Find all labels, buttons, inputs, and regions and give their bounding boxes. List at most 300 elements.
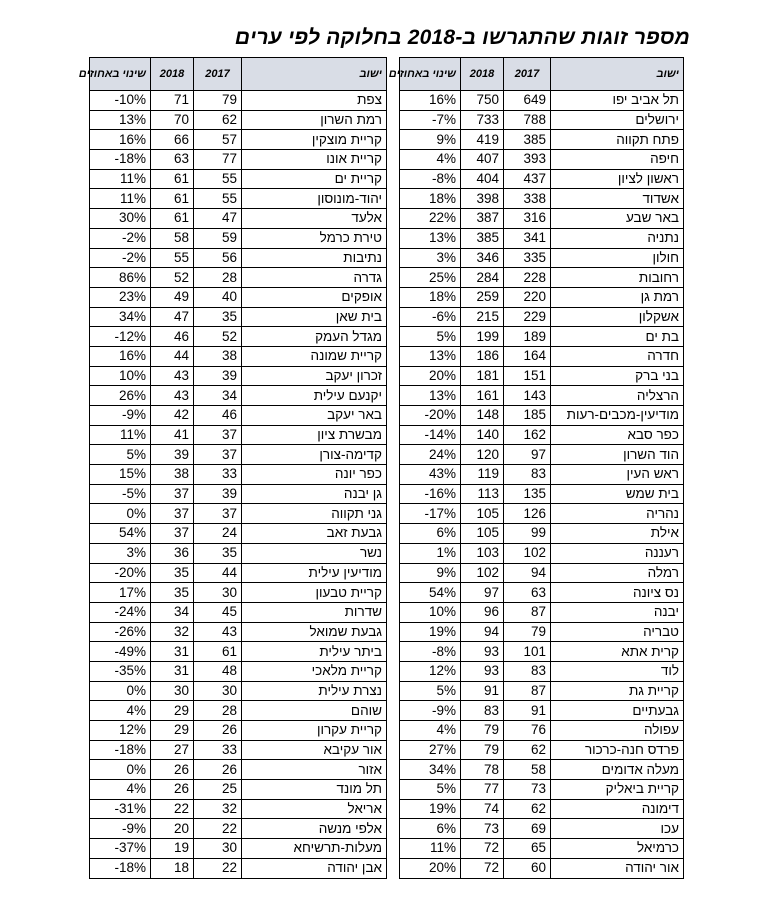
table-row (400, 425, 684, 445)
cell-city: יהוד-מונוסון (242, 189, 387, 209)
cell-change: -12% (90, 327, 151, 347)
cell-change: 16% (90, 346, 151, 366)
cell-2018: 93 (461, 642, 504, 662)
cell-2017: 102 (504, 543, 551, 563)
cell-change: 11% (90, 425, 151, 445)
cell-change: -8% (400, 169, 461, 189)
cell-2017: 44 (194, 563, 242, 583)
cell-city: קדימה-צורן (242, 445, 387, 465)
cell-2018: 199 (461, 327, 504, 347)
cell-change: 17% (90, 583, 151, 603)
cell-city: עכו (551, 819, 684, 839)
cell-2017: 56 (194, 248, 242, 268)
cell-2018: 61 (151, 169, 194, 189)
cell-2018: 733 (461, 110, 504, 130)
cell-2017: 83 (504, 661, 551, 681)
cell-city: גבעת שמואל (242, 622, 387, 642)
cell-city: אלעד (242, 209, 387, 229)
cell-city: דימונה (551, 799, 684, 819)
cell-change: 6% (400, 819, 461, 839)
cell-2018: 38 (151, 465, 194, 485)
table-row (90, 209, 387, 229)
cell-2017: 79 (194, 91, 242, 111)
cell-2017: 338 (504, 189, 551, 209)
cell-2018: 29 (151, 721, 194, 741)
cell-change: -49% (90, 642, 151, 662)
cell-2017: 55 (194, 169, 242, 189)
cell-city: מודיעין עילית (242, 563, 387, 583)
cell-change: 34% (400, 760, 461, 780)
cell-city: גבעתיים (551, 701, 684, 721)
cell-change: 24% (400, 445, 461, 465)
cell-city: טירת כרמל (242, 228, 387, 248)
cell-city: אור יהודה (551, 858, 684, 878)
table-row (400, 504, 684, 524)
table-row (400, 780, 684, 800)
cell-change: 20% (400, 858, 461, 878)
table-row (400, 91, 684, 111)
table-row (400, 543, 684, 563)
cell-change: -10% (90, 91, 151, 111)
cell-city: גני תקווה (242, 504, 387, 524)
cell-city: אופקים (242, 287, 387, 307)
cell-2018: 148 (461, 406, 504, 426)
cell-2017: 87 (504, 681, 551, 701)
cell-change: 0% (90, 760, 151, 780)
table-row (400, 858, 684, 878)
table-row (400, 287, 684, 307)
cell-city: כפר סבא (551, 425, 684, 445)
table-row (90, 268, 387, 288)
cell-2017: 32 (194, 799, 242, 819)
cell-change: -14% (400, 425, 461, 445)
cell-2018: 181 (461, 366, 504, 386)
table-row (90, 819, 387, 839)
cell-change: 5% (400, 780, 461, 800)
cell-2017: 91 (504, 701, 551, 721)
cell-2017: 69 (504, 819, 551, 839)
cell-2018: 750 (461, 91, 504, 111)
cell-change: -17% (400, 504, 461, 524)
cell-change: 43% (400, 465, 461, 485)
cell-change: 16% (400, 91, 461, 111)
table-row (90, 721, 387, 741)
cell-2018: 35 (151, 563, 194, 583)
table-row (400, 642, 684, 662)
cell-2017: 59 (194, 228, 242, 248)
cell-city: נצרת עילית (242, 681, 387, 701)
cell-city: אשדוד (551, 189, 684, 209)
cell-change: 13% (400, 346, 461, 366)
cell-city: אזור (242, 760, 387, 780)
cell-2017: 30 (194, 583, 242, 603)
header-change: שינוי באחוזים (90, 58, 151, 91)
cell-change: 13% (90, 110, 151, 130)
cell-2017: 77 (194, 150, 242, 170)
cell-city: רמלה (551, 563, 684, 583)
cell-change: 5% (400, 327, 461, 347)
cell-2017: 58 (504, 760, 551, 780)
cell-2018: 74 (461, 799, 504, 819)
cell-2018: 47 (151, 307, 194, 327)
table-row (400, 681, 684, 701)
cell-2017: 30 (194, 839, 242, 859)
cell-2017: 47 (194, 209, 242, 229)
cell-change: 25% (400, 268, 461, 288)
cell-2017: 62 (194, 110, 242, 130)
cell-2017: 335 (504, 248, 551, 268)
table-row (400, 366, 684, 386)
cell-city: כרמיאל (551, 839, 684, 859)
cell-city: טבריה (551, 622, 684, 642)
cell-2017: 60 (504, 858, 551, 878)
cell-change: 5% (400, 681, 461, 701)
cell-city: חולון (551, 248, 684, 268)
table-row (400, 248, 684, 268)
cell-city: בית שאן (242, 307, 387, 327)
table-row (90, 445, 387, 465)
cell-2017: 38 (194, 346, 242, 366)
cell-2018: 83 (461, 701, 504, 721)
cell-2017: 45 (194, 602, 242, 622)
table-row (400, 445, 684, 465)
header-change: שינוי באחוזים (400, 58, 461, 91)
cell-change: 19% (400, 799, 461, 819)
cell-change: 11% (90, 189, 151, 209)
cell-change: 12% (90, 721, 151, 741)
table-row (400, 701, 684, 721)
cell-2018: 63 (151, 150, 194, 170)
cell-city: אילת (551, 524, 684, 544)
cell-2017: 55 (194, 189, 242, 209)
cell-2018: 119 (461, 465, 504, 485)
cell-city: לוד (551, 661, 684, 681)
cell-change: -18% (90, 858, 151, 878)
cell-2018: 94 (461, 622, 504, 642)
cell-city: גן יבנה (242, 484, 387, 504)
cell-city: קריית ביאליק (551, 780, 684, 800)
cell-city: נתניה (551, 228, 684, 248)
cell-city: שדרות (242, 602, 387, 622)
cell-change: 9% (400, 563, 461, 583)
cell-2017: 126 (504, 504, 551, 524)
cell-2018: 34 (151, 602, 194, 622)
cell-change: 3% (400, 248, 461, 268)
cell-2017: 220 (504, 287, 551, 307)
cell-city: קרית אתא (551, 642, 684, 662)
cell-change: -9% (90, 819, 151, 839)
cell-2017: 73 (504, 780, 551, 800)
table-row (400, 661, 684, 681)
cell-2017: 28 (194, 268, 242, 288)
cell-2018: 27 (151, 740, 194, 760)
cell-city: תל אביב יפו (551, 91, 684, 111)
cell-city: מגדל העמק (242, 327, 387, 347)
cell-change: -16% (400, 484, 461, 504)
cell-city: קריית אונו (242, 150, 387, 170)
cell-2018: 35 (151, 583, 194, 603)
table-row (90, 701, 387, 721)
table-row (400, 484, 684, 504)
cell-2018: 120 (461, 445, 504, 465)
cell-change: 4% (90, 780, 151, 800)
table-row (400, 228, 684, 248)
cell-change: 13% (400, 228, 461, 248)
cell-change: -9% (400, 701, 461, 721)
table-row (400, 406, 684, 426)
table-row (400, 721, 684, 741)
cell-change: 86% (90, 268, 151, 288)
table-row (400, 268, 684, 288)
cell-2018: 419 (461, 130, 504, 150)
cell-2017: 649 (504, 91, 551, 111)
cell-city: פתח תקווה (551, 130, 684, 150)
cell-change: 4% (400, 150, 461, 170)
cell-city: מעלות-תרשיחא (242, 839, 387, 859)
cell-2018: 404 (461, 169, 504, 189)
cell-2018: 140 (461, 425, 504, 445)
cell-2018: 66 (151, 130, 194, 150)
cell-2018: 71 (151, 91, 194, 111)
page-title: מספר זוגות שהתגרשו ב-2018 בחלוקה לפי ערים (234, 26, 690, 49)
cell-city: צפת (242, 91, 387, 111)
table-row (90, 228, 387, 248)
cell-2018: 52 (151, 268, 194, 288)
table-row (90, 661, 387, 681)
table-row (90, 583, 387, 603)
cell-2017: 437 (504, 169, 551, 189)
cell-2017: 341 (504, 228, 551, 248)
cell-2018: 29 (151, 701, 194, 721)
cell-2017: 34 (194, 386, 242, 406)
cell-city: רמת השרון (242, 110, 387, 130)
cell-2018: 55 (151, 248, 194, 268)
cell-change: 6% (400, 524, 461, 544)
cell-2017: 40 (194, 287, 242, 307)
cell-2018: 26 (151, 780, 194, 800)
cell-change: 30% (90, 209, 151, 229)
cell-change: -26% (90, 622, 151, 642)
table-row (90, 150, 387, 170)
table-row (400, 169, 684, 189)
cell-city: קריית ים (242, 169, 387, 189)
cell-change: 13% (400, 386, 461, 406)
cell-city: מודיעין-מכבים-רעות (551, 406, 684, 426)
cell-2018: 70 (151, 110, 194, 130)
cell-change: 16% (90, 130, 151, 150)
cell-city: אשקלון (551, 307, 684, 327)
table-row (90, 189, 387, 209)
cell-2018: 42 (151, 406, 194, 426)
table-row (90, 91, 387, 111)
cell-change: -7% (400, 110, 461, 130)
cell-city: ביתר עילית (242, 642, 387, 662)
cell-city: אריאל (242, 799, 387, 819)
cell-2018: 77 (461, 780, 504, 800)
table-row (400, 799, 684, 819)
table-row (90, 484, 387, 504)
cell-change: 54% (90, 524, 151, 544)
cell-2018: 186 (461, 346, 504, 366)
cell-city: מבשרת ציון (242, 425, 387, 445)
cell-city: רמת גן (551, 287, 684, 307)
table-row (90, 386, 387, 406)
table-row (90, 760, 387, 780)
table-row (400, 524, 684, 544)
table-row (90, 366, 387, 386)
cell-city: באר יעקב (242, 406, 387, 426)
cell-change: 23% (90, 287, 151, 307)
cell-2017: 57 (194, 130, 242, 150)
cell-2018: 284 (461, 268, 504, 288)
table-row (400, 130, 684, 150)
cell-2018: 97 (461, 583, 504, 603)
cell-2017: 63 (504, 583, 551, 603)
cell-2017: 83 (504, 465, 551, 485)
cell-2017: 79 (504, 622, 551, 642)
cell-city: קריית מוצקין (242, 130, 387, 150)
table-row (90, 799, 387, 819)
table-row (90, 248, 387, 268)
cell-2018: 32 (151, 622, 194, 642)
table-row (90, 858, 387, 878)
cell-change: -2% (90, 248, 151, 268)
table-row (90, 130, 387, 150)
cell-city: אור עקיבא (242, 740, 387, 760)
cell-2018: 61 (151, 189, 194, 209)
table-row (90, 110, 387, 130)
cell-2017: 135 (504, 484, 551, 504)
cell-2018: 20 (151, 819, 194, 839)
cell-change: 12% (400, 661, 461, 681)
cell-2018: 31 (151, 661, 194, 681)
cell-2018: 79 (461, 740, 504, 760)
cell-2017: 393 (504, 150, 551, 170)
cell-city: אבן יהודה (242, 858, 387, 878)
cell-change: 15% (90, 465, 151, 485)
header-city: ישוב (551, 58, 684, 91)
cell-change: 19% (400, 622, 461, 642)
cell-city: שוהם (242, 701, 387, 721)
cell-2017: 228 (504, 268, 551, 288)
cell-change: 22% (400, 209, 461, 229)
cell-2017: 33 (194, 465, 242, 485)
cell-city: נס ציונה (551, 583, 684, 603)
cell-2018: 102 (461, 563, 504, 583)
cell-2017: 39 (194, 366, 242, 386)
cell-change: -18% (90, 740, 151, 760)
cell-2017: 164 (504, 346, 551, 366)
cell-2017: 46 (194, 406, 242, 426)
cell-2017: 39 (194, 484, 242, 504)
cell-2018: 407 (461, 150, 504, 170)
cell-city: תל מונד (242, 780, 387, 800)
table-row (90, 169, 387, 189)
cell-2017: 26 (194, 721, 242, 741)
cell-2017: 316 (504, 209, 551, 229)
cell-city: בית שמש (551, 484, 684, 504)
cell-2018: 49 (151, 287, 194, 307)
cell-city: אלפי מנשה (242, 819, 387, 839)
cell-city: יקנעם עילית (242, 386, 387, 406)
cell-change: -35% (90, 661, 151, 681)
cell-2017: 229 (504, 307, 551, 327)
cell-2018: 39 (151, 445, 194, 465)
table-row (90, 681, 387, 701)
cell-2018: 41 (151, 425, 194, 445)
cell-2017: 43 (194, 622, 242, 642)
cell-2017: 65 (504, 839, 551, 859)
cell-2018: 37 (151, 484, 194, 504)
cell-2018: 385 (461, 228, 504, 248)
table-row (90, 465, 387, 485)
cell-2018: 96 (461, 602, 504, 622)
cell-city: זכרון יעקב (242, 366, 387, 386)
cell-2018: 161 (461, 386, 504, 406)
table-row (90, 287, 387, 307)
cell-city: קריית גת (551, 681, 684, 701)
cell-city: קריית עקרון (242, 721, 387, 741)
table-row (400, 602, 684, 622)
cell-city: פרדס חנה-כרכור (551, 740, 684, 760)
cell-2018: 61 (151, 209, 194, 229)
cell-city: גבעת זאב (242, 524, 387, 544)
cell-2018: 43 (151, 366, 194, 386)
cell-2018: 93 (461, 661, 504, 681)
table-row (400, 327, 684, 347)
left-table (78, 57, 387, 879)
cell-2018: 43 (151, 386, 194, 406)
cell-2017: 185 (504, 406, 551, 426)
cell-2018: 31 (151, 642, 194, 662)
cell-city: גדרה (242, 268, 387, 288)
cell-city: ראש העין (551, 465, 684, 485)
cell-city: באר שבע (551, 209, 684, 229)
table-row (90, 780, 387, 800)
cell-city: קריית מלאכי (242, 661, 387, 681)
header-2018: 2018 (461, 58, 504, 91)
table-row (400, 760, 684, 780)
cell-change: 34% (90, 307, 151, 327)
table-row (400, 209, 684, 229)
cell-city: חדרה (551, 346, 684, 366)
cell-change: -18% (90, 150, 151, 170)
cell-2018: 73 (461, 819, 504, 839)
table-header-row (400, 58, 684, 91)
table-row (400, 563, 684, 583)
cell-2017: 162 (504, 425, 551, 445)
cell-2017: 62 (504, 740, 551, 760)
cell-change: 11% (400, 839, 461, 859)
cell-2017: 35 (194, 307, 242, 327)
cell-2018: 58 (151, 228, 194, 248)
table-row (400, 150, 684, 170)
cell-city: בני ברק (551, 366, 684, 386)
cell-2018: 105 (461, 524, 504, 544)
cell-2017: 25 (194, 780, 242, 800)
cell-2017: 189 (504, 327, 551, 347)
cell-2018: 26 (151, 760, 194, 780)
cell-change: 5% (90, 445, 151, 465)
cell-2017: 28 (194, 701, 242, 721)
table-row (400, 622, 684, 642)
cell-city: קריית טבעון (242, 583, 387, 603)
cell-change: -20% (90, 563, 151, 583)
cell-city: נשר (242, 543, 387, 563)
cell-change: 9% (400, 130, 461, 150)
cell-2018: 79 (461, 721, 504, 741)
cell-2017: 30 (194, 681, 242, 701)
